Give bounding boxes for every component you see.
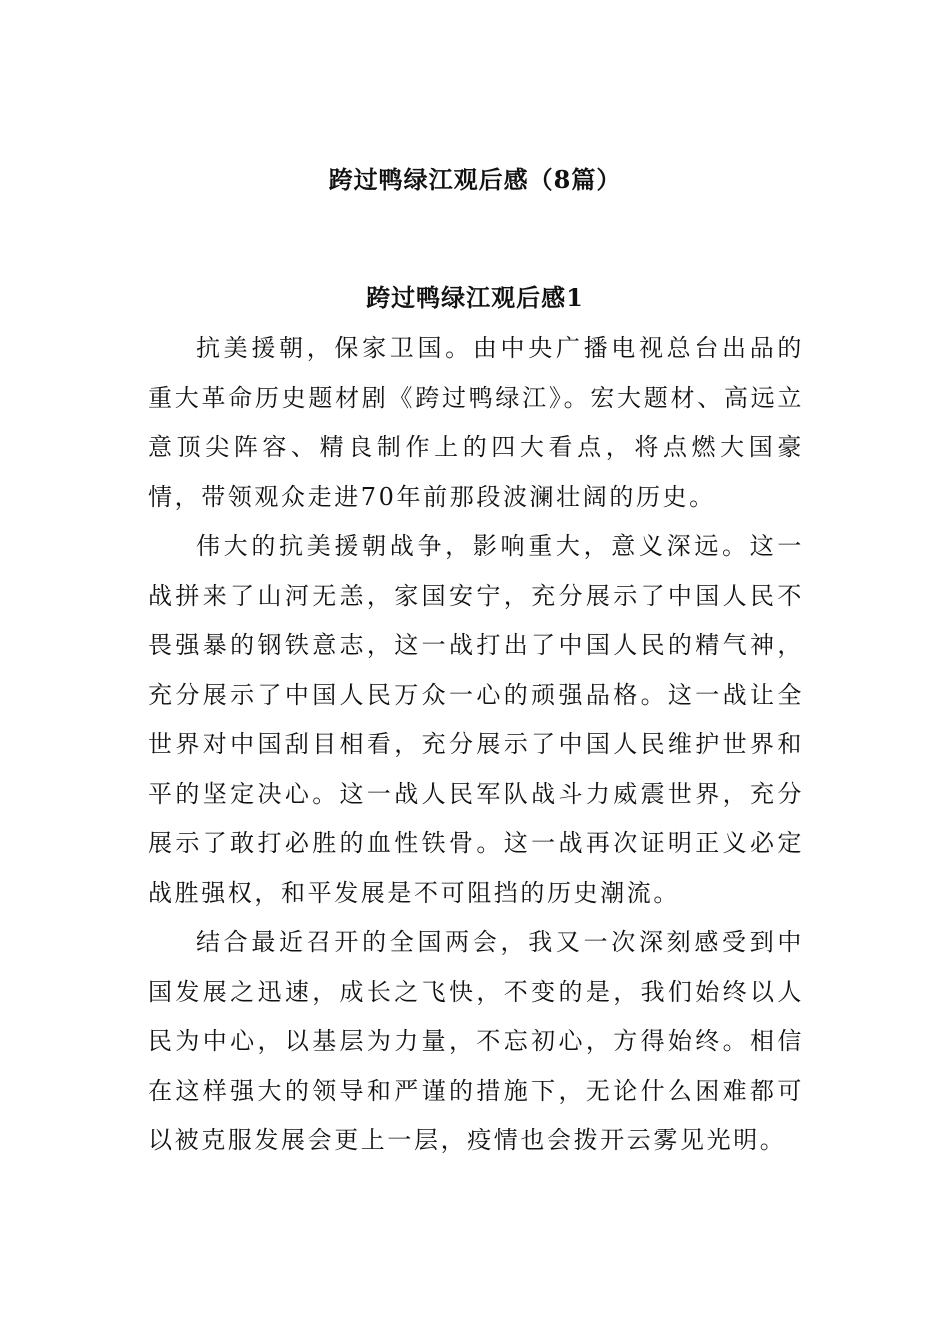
document-title: 跨过鸭绿江观后感（8篇） xyxy=(328,165,622,194)
paragraph-1: 抗美援朝，保家卫国。由中央广播电视总台出品的重大革命历史题材剧《跨过鸭绿江》。宏大题材、高远立意顶尖阵容、精良制作上的四大看点，将点燃大国豪情，带领观众走进70年前那段波澜壮阔的历史。 xyxy=(148,334,804,511)
paragraph-2: 伟大的抗美援朝战争，影响重大，意义深远。这一战拼来了山河无恙，家国安宁，充分展示了中国人民不畏强暴的钢铁意志，这一战打出了中国人民的精气神，充分展示了中国人民万众一心的顽强品格。这一战让全世界对中国刮目相看，充分展示了中国人民维护世界和平的坚定决心。这一战人民军队战斗力威震世界，充分展示了敢打必胜的血性铁骨。这一战再次证明正义必定战胜强权，和平发展是不可阻挡的历史潮流。 xyxy=(148,532,804,907)
paragraph-3: 结合最近召开的全国两会，我又一次深刻感受到中国发展之迅速，成长之飞快，不变的是，我们始终以人民为中心，以基层为力量，不忘初心，方得始终。相信在这样强大的领导和严谨的措施下，无论什么困难都可以被克服发展会更上一层，疫情也会拨开云雾见光明。 xyxy=(148,928,804,1154)
section-title: 跨过鸭绿江观后感1 xyxy=(366,283,584,312)
article-body xyxy=(148,324,804,1166)
